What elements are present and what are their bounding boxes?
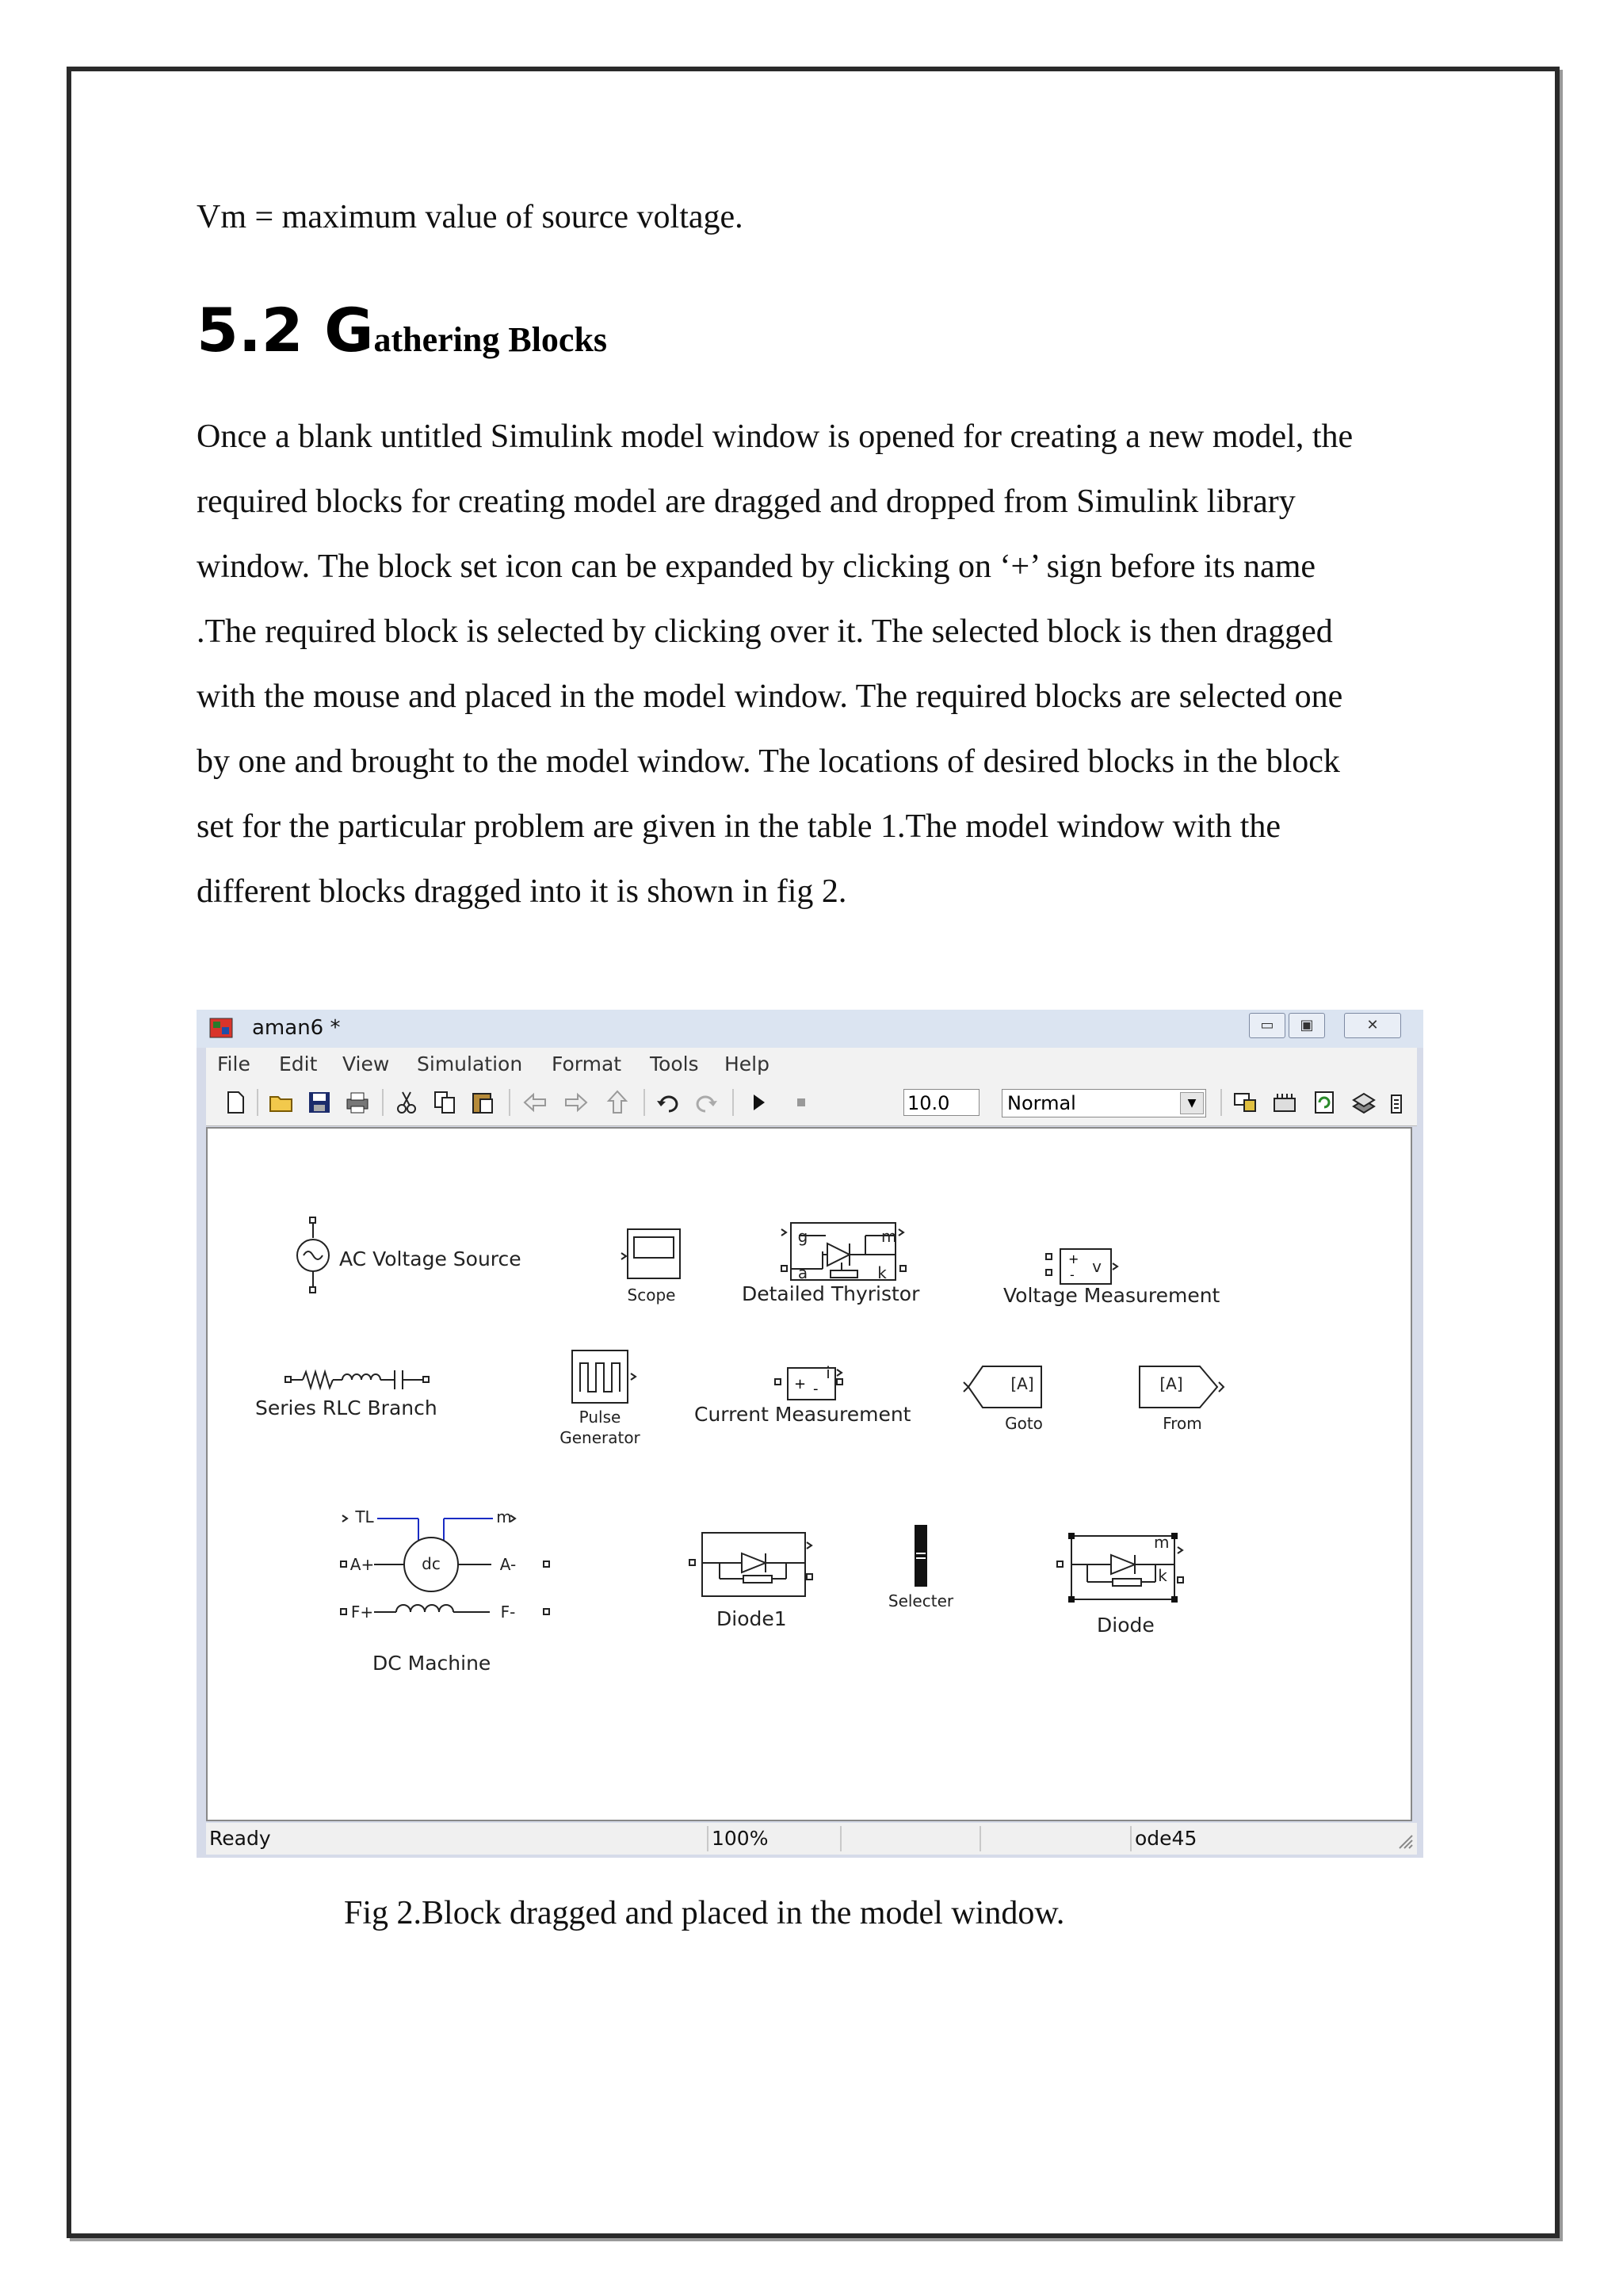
toolbar [206,1079,1417,1126]
svg-text:+: + [794,1376,807,1392]
paragraph-line: by one and brought to the model window. The locations of desired blocks in the block [197,743,1340,780]
refresh-icon[interactable] [1311,1089,1338,1116]
toolbar-separator [509,1089,510,1116]
menu-help[interactable]: Help [724,1052,769,1075]
dc-machine-a-plus-label: A+ [349,1555,375,1574]
status-empty-field [980,1826,1128,1851]
scope-label: Scope [627,1286,676,1305]
paragraph-line: .The required block is selected by clicking over it. The selected block is then dragged [197,613,1333,650]
toolbar-separator [382,1089,384,1116]
paragraph-line: required blocks for creating model are dragged and dropped from Simulink library [197,483,1296,520]
play-icon[interactable] [745,1089,772,1116]
status-bar [206,1823,1417,1855]
series-rlc-branch-block[interactable] [284,1366,442,1393]
ac-voltage-source-label: AC Voltage Source [339,1247,521,1270]
thyristor-cathode-port-label: k [877,1263,887,1282]
close-button[interactable]: ✕ [1344,1013,1401,1038]
svg-text:-: - [813,1381,819,1397]
voltage-measurement-label: Voltage Measurement [1003,1284,1220,1307]
back-arrow-icon[interactable] [521,1089,548,1116]
model-canvas[interactable] [206,1127,1412,1821]
current-measurement-block[interactable] [773,1365,853,1403]
window-title: aman6 * [252,1016,341,1040]
current-measurement-output-label: i [826,1363,831,1382]
chevron-down-icon[interactable]: ▼ [1180,1092,1204,1114]
pulse-generator-block[interactable] [569,1349,648,1404]
from-label: From [1163,1414,1202,1433]
from-tag: [A] [1159,1374,1183,1393]
ac-voltage-source-block[interactable] [293,1216,333,1295]
menu-simulation[interactable]: Simulation [417,1052,523,1075]
simulink-window [197,1010,1423,1858]
goto-label: Goto [1005,1414,1043,1433]
body-paragraph [197,404,1433,924]
toolbar-separator [1220,1089,1222,1116]
intro-line: Vm = maximum value of source voltage. [197,199,743,235]
toolbar-separator [643,1089,645,1116]
paragraph-line: with the mouse and placed in the model window. The required blocks are selected one [197,678,1343,715]
voltage-measurement-output-label: v [1092,1257,1102,1276]
dc-machine-m-port-label: m [496,1507,512,1526]
thyristor-measurement-port-label: m [881,1227,897,1246]
print-icon[interactable] [344,1089,371,1116]
menu-format[interactable]: Format [552,1052,622,1075]
svg-text:+: + [1068,1251,1079,1266]
series-rlc-branch-label: Series RLC Branch [255,1396,437,1419]
current-measurement-label: Current Measurement [694,1403,911,1426]
open-folder-icon[interactable] [268,1089,295,1116]
heading-number: 5.2 G [197,295,374,365]
dc-machine-f-plus-label: F+ [350,1603,374,1622]
diode1-block[interactable] [688,1530,823,1601]
model-explorer-icon[interactable] [1350,1089,1377,1116]
redo-icon[interactable] [693,1089,720,1116]
maximize-button[interactable]: ▣ [1289,1013,1325,1038]
copy-icon[interactable] [431,1089,458,1116]
save-icon[interactable] [306,1089,333,1116]
up-arrow-icon[interactable] [604,1089,631,1116]
solver-name: ode45 [1130,1826,1392,1851]
simulation-mode-select[interactable] [1002,1089,1206,1117]
dc-machine-tl-port-label: TL [355,1507,374,1526]
diode1-label: Diode1 [716,1607,787,1630]
diode-cathode-port-label: k [1158,1566,1167,1585]
thyristor-gate-port-label: g [797,1227,808,1246]
section-heading [197,295,607,365]
toolbar-separator [257,1089,258,1116]
pulse-generator-label-line1: Pulse [579,1408,621,1427]
scope-block[interactable] [620,1228,683,1283]
heading-text: athering Blocks [373,320,608,359]
pulse-generator-label-line2: Generator [559,1428,640,1447]
menu-view[interactable]: View [342,1052,390,1075]
resize-grip-icon[interactable] [1395,1831,1414,1850]
stop-time-input[interactable]: 10.0 [903,1089,980,1116]
zoom-level: 100% [707,1826,838,1851]
dc-machine-a-minus-label: A- [499,1555,517,1574]
menu-file[interactable]: File [217,1052,250,1075]
detailed-thyristor-label: Detailed Thyristor [742,1282,920,1305]
minimize-button[interactable]: ▭ [1249,1013,1285,1038]
menu-bar [206,1048,1417,1080]
dc-machine-block[interactable] [339,1509,553,1644]
dc-machine-center-label: dc [422,1554,441,1573]
figure-caption: Fig 2.Block dragged and placed in the model window. [344,1895,1065,1931]
paragraph-line: Once a blank untitled Simulink model window is opened for creating a new model, the [197,418,1354,455]
diode-label: Diode [1097,1614,1155,1637]
undo-icon[interactable] [655,1089,682,1116]
menu-tools[interactable]: Tools [650,1052,699,1075]
forward-arrow-icon[interactable] [563,1089,590,1116]
dc-machine-f-minus-label: F- [500,1603,516,1622]
diode-measurement-port-label: m [1154,1533,1170,1552]
stop-icon[interactable] [788,1089,815,1116]
toolbar-separator [732,1089,734,1116]
goto-tag: [A] [1010,1374,1034,1393]
paragraph-line: different blocks dragged into it is shown in fig 2. [197,873,847,910]
paragraph-line: set for the particular problem are given in the table 1.The model window with the [197,808,1281,845]
status-text: Ready [209,1827,271,1850]
paste-icon[interactable] [469,1089,496,1116]
cut-icon[interactable] [393,1089,420,1116]
paragraph-line: window. The block set icon can be expanded by clicking on ‘+’ sign before its name [197,548,1316,585]
dc-machine-label: DC Machine [372,1652,491,1675]
simulink-app-icon [209,1018,233,1038]
simulation-mode-value: Normal [1007,1092,1076,1114]
thyristor-anode-port-label: a [797,1263,808,1282]
selector-block[interactable] [905,1522,937,1593]
new-model-icon[interactable] [222,1089,249,1116]
diode-block[interactable] [1056,1530,1198,1609]
library-browser-icon[interactable] [1271,1089,1298,1116]
status-empty-field [840,1826,978,1851]
voltage-measurement-block[interactable] [1044,1247,1124,1287]
build-icon[interactable] [1232,1089,1258,1116]
debug-icon[interactable] [1387,1089,1406,1116]
title-bar [197,1010,1423,1048]
menu-edit[interactable]: Edit [279,1052,318,1075]
svg-text:-: - [1070,1267,1075,1282]
selector-label: Selecter [888,1591,954,1610]
